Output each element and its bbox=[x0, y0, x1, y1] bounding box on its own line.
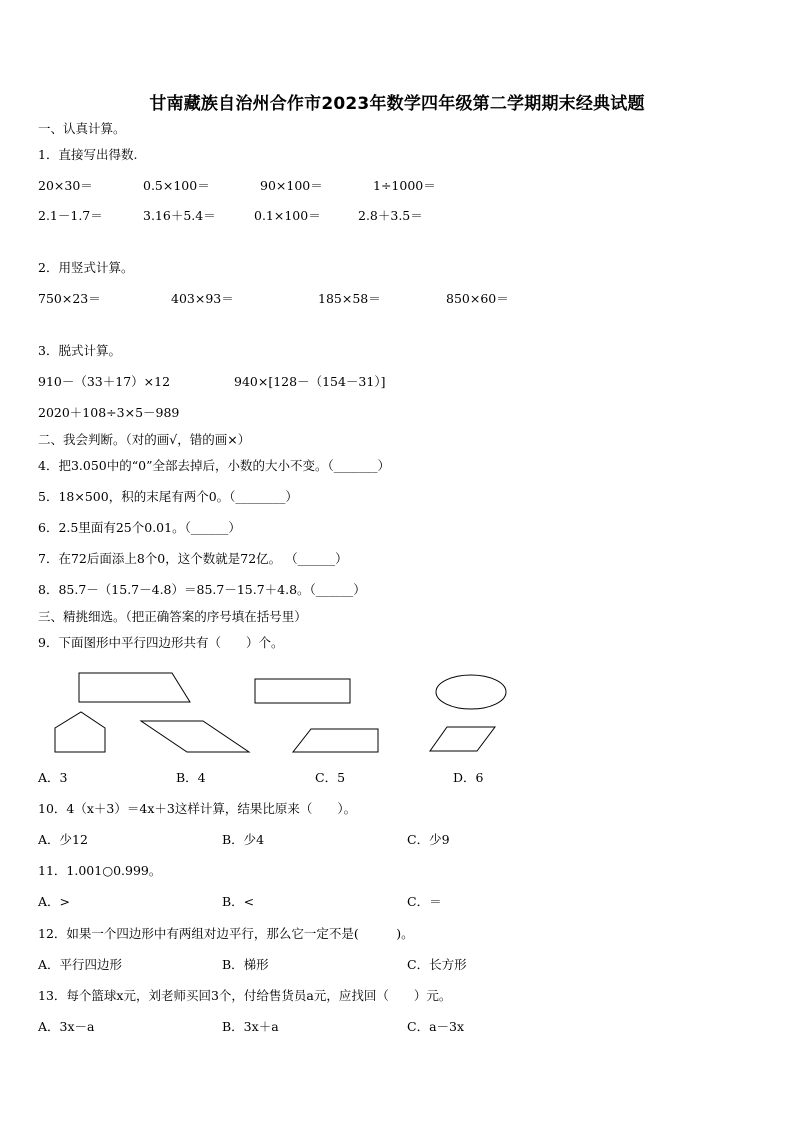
q10-prompt: 10．4（x＋3）＝4x＋3这样计算，结果比原来（ ）。 bbox=[38, 801, 357, 816]
q1-item: 2.8＋3.5＝ bbox=[358, 208, 423, 223]
rhombus-shape bbox=[430, 727, 495, 751]
section-1-heading: 一、认真计算。 bbox=[38, 121, 126, 136]
section-3-heading: 三、精挑细选。（把正确答案的序号填在括号里） bbox=[38, 609, 307, 624]
option: A．3x－a bbox=[38, 1019, 95, 1034]
option: C．5 bbox=[315, 770, 346, 785]
q9-prompt: 9．下面图形中平行四边形共有（ ）个。 bbox=[38, 635, 284, 650]
option: B．3x＋a bbox=[222, 1019, 279, 1034]
option: B．< bbox=[222, 894, 255, 909]
option: C．少9 bbox=[407, 832, 450, 847]
option: A．> bbox=[38, 894, 71, 909]
q1-item: 1÷1000＝ bbox=[373, 178, 436, 193]
rectangle-shape bbox=[255, 679, 350, 703]
option: C．＝ bbox=[407, 894, 442, 909]
option: D．6 bbox=[453, 770, 484, 785]
q3-item: 940×[128－（154－31）] bbox=[234, 374, 386, 389]
q1-item: 3.16＋5.4＝ bbox=[143, 208, 216, 223]
judge-item: 4．把3.050中的“0”全部去掉后，小数的大小不变。（_______） bbox=[38, 458, 390, 473]
q3-item: 2020＋108÷3×5－989 bbox=[38, 405, 180, 420]
q1-prompt: 1．直接写出得数. bbox=[38, 147, 138, 162]
q2-item: 750×23＝ bbox=[38, 291, 101, 306]
q1-item: 0.1×100＝ bbox=[254, 208, 321, 223]
q2-item: 403×93＝ bbox=[171, 291, 234, 306]
q11-prompt: 11．1.001○0.999。 bbox=[38, 863, 162, 878]
option: A．3 bbox=[38, 770, 68, 785]
option: C．a－3x bbox=[407, 1019, 465, 1034]
q2-item: 850×60＝ bbox=[446, 291, 509, 306]
q1-item: 20×30＝ bbox=[38, 178, 93, 193]
option: B．梯形 bbox=[222, 957, 269, 972]
option: C．长方形 bbox=[407, 957, 467, 972]
q3-item: 910－（33＋17）×12 bbox=[38, 374, 171, 389]
q13-prompt: 13．每个篮球x元，刘老师买回3个，付给售货员a元，应找回（ ）元。 bbox=[38, 988, 452, 1003]
option: B．4 bbox=[176, 770, 206, 785]
pentagon-shape bbox=[55, 712, 105, 752]
q3-prompt: 3．脱式计算。 bbox=[38, 343, 121, 358]
section-2-heading: 二、我会判断。（对的画√，错的画×） bbox=[38, 432, 251, 447]
judge-item: 6．2.5里面有25个0.01。（______） bbox=[38, 520, 241, 535]
q1-item: 2.1－1.7＝ bbox=[38, 208, 103, 223]
judge-item: 8．85.7－（15.7－4.8）＝85.7－15.7＋4.8。（______） bbox=[38, 582, 366, 597]
q2-prompt: 2．用竖式计算。 bbox=[38, 260, 134, 275]
q2-item: 185×58＝ bbox=[318, 291, 381, 306]
trapezoid-shape bbox=[293, 729, 378, 752]
q1-item: 90×100＝ bbox=[260, 178, 323, 193]
ellipse-shape bbox=[436, 675, 506, 709]
parallelogram-shape bbox=[141, 721, 249, 752]
q12-prompt: 12．如果一个四边形中有两组对边平行，那么它一定不是( )。 bbox=[38, 926, 414, 941]
q1-item: 0.5×100＝ bbox=[143, 178, 210, 193]
option: A．平行四边形 bbox=[38, 957, 123, 972]
page-title: 甘南藏族自治州合作市2023年数学四年级第二学期期末经典试题 bbox=[149, 94, 645, 114]
right-trapezoid-shape bbox=[79, 673, 190, 702]
option: B．少4 bbox=[222, 832, 265, 847]
judge-item: 7．在72后面添上8个0，这个数就是72亿。 （______） bbox=[38, 551, 348, 566]
option: A．少12 bbox=[38, 832, 88, 847]
judge-item: 5．18×500，积的末尾有两个0。（________） bbox=[38, 489, 298, 504]
